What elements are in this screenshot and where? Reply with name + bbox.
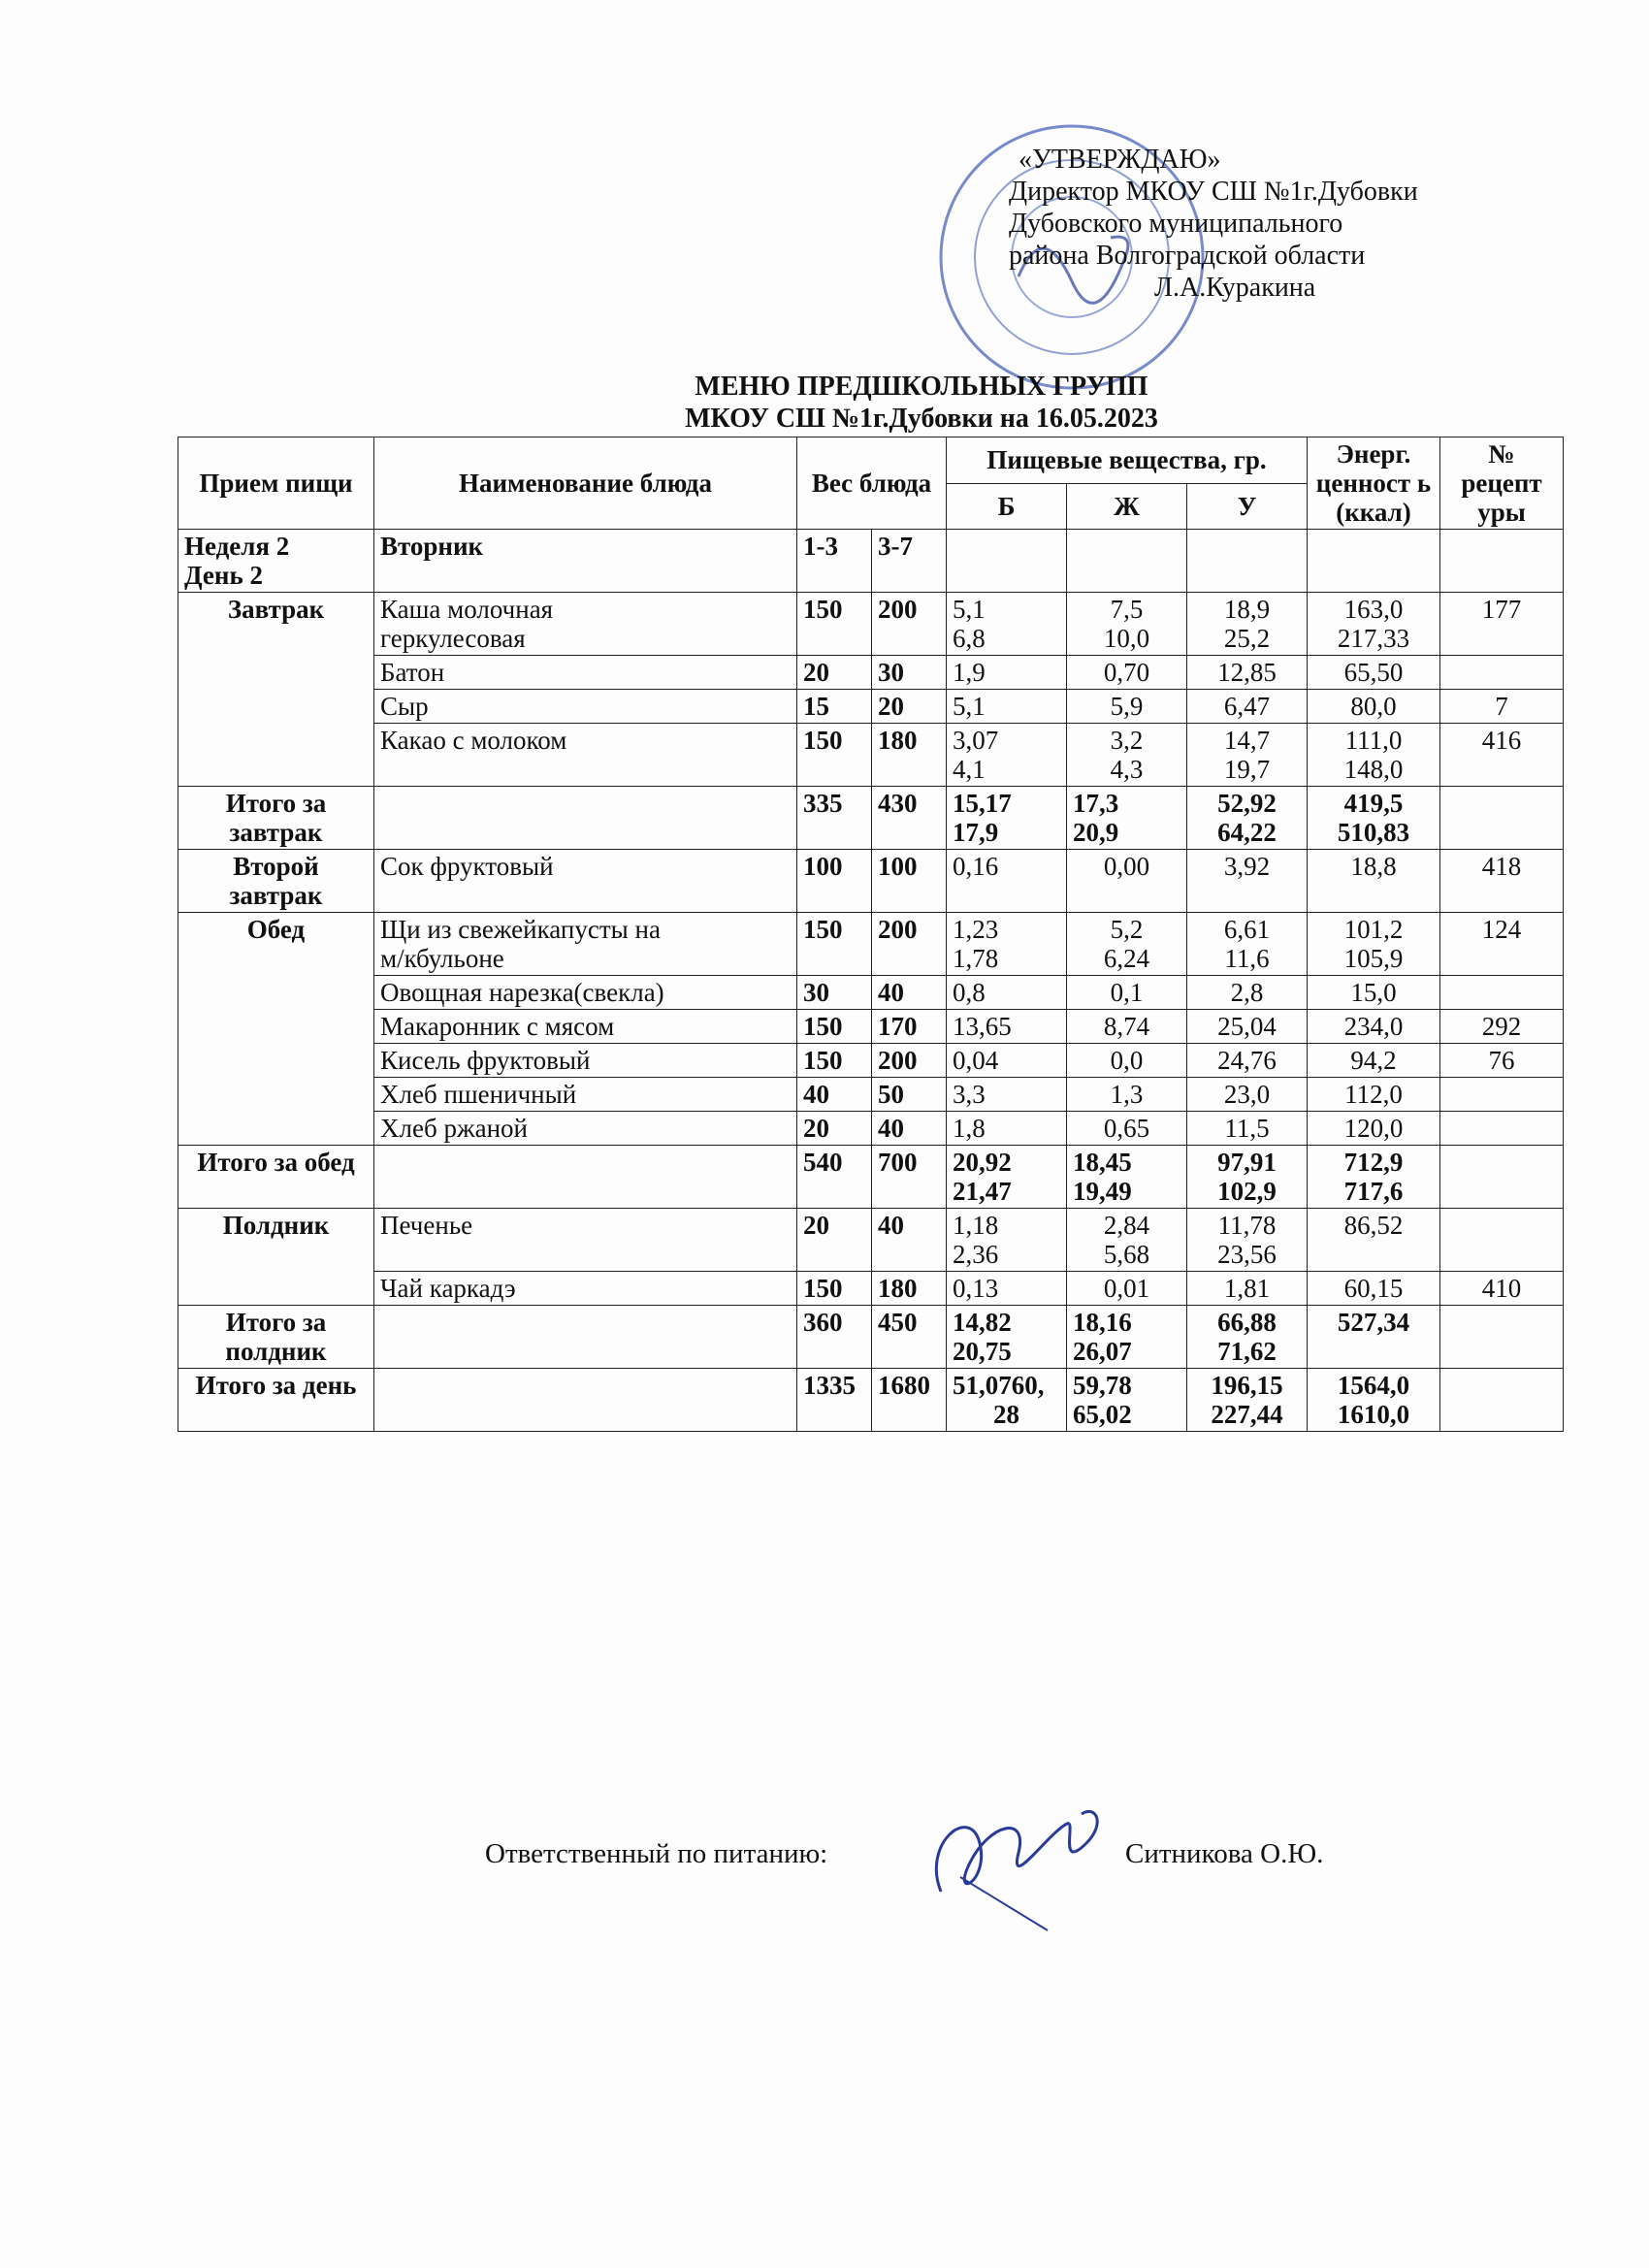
meal-breakfast: Завтрак (178, 593, 374, 787)
signature-icon (912, 1785, 1145, 1940)
approval-title: «УТВЕРЖДАЮ» (1018, 145, 1221, 175)
dish-name: Щи из свежейкапусты на м/кбульоне (374, 913, 797, 976)
table-row: Второй завтрак Сок фруктовый 100 100 0,16 0,00 3,92 18,8 418 (178, 850, 1564, 913)
col-weight: Вес блюда (797, 437, 947, 530)
col-meal: Прием пищи (178, 437, 374, 530)
dish-name: Сыр (374, 690, 797, 724)
total-row-lunch: Итого за обед 540 700 20,92 21,47 18,45 19,49 97,91 102,9 712,9 717,6 (178, 1146, 1564, 1209)
table-row: Сыр 15 20 5,1 5,9 6,47 80,0 7 (178, 690, 1564, 724)
dish-name: Какао с молоком (374, 724, 797, 787)
dish-name: Чай каркадэ (374, 1272, 797, 1306)
table-row: Овощная нарезка(свекла) 30 40 0,8 0,1 2,8 15,0 (178, 976, 1564, 1010)
dish-name: Кисель фруктовый (374, 1044, 797, 1078)
total-label: Итого за завтрак (178, 787, 374, 850)
total-row-day: Итого за день 1335 1680 51,0760, 28 59,78 65,02 196,15 227,44 1564,0 1610,0 (178, 1369, 1564, 1432)
total-label: Итого за полдник (178, 1306, 374, 1369)
dish-name: Овощная нарезка(свекла) (374, 976, 797, 1010)
page-subtitle: МКОУ СШ №1г.Дубовки на 16.05.2023 (685, 404, 1158, 434)
approval-block (1009, 144, 1552, 304)
table-row: Какао с молоком 150 180 3,07 4,1 3,2 4,3 14,7 19,7 111,0 148,0 416 (178, 724, 1564, 787)
age-group-1: 1-3 (797, 530, 872, 593)
approval-line-1: Директор МКОУ СШ №1г.Дубовки (1009, 177, 1418, 207)
approval-name: Л.А.Куракина (1154, 273, 1316, 303)
dish-name: Сок фруктовый (374, 850, 797, 913)
col-recipe: № рецепт уры (1440, 437, 1564, 530)
meal-second-breakfast: Второй завтрак (178, 850, 374, 913)
week-row (178, 530, 1564, 593)
responsible-name: Ситникова О.Ю. (1125, 1838, 1324, 1869)
dish-name: Каша молочная геркулесовая (374, 593, 797, 656)
meal-snack: Полдник (178, 1209, 374, 1306)
table-row: Чай каркадэ 150 180 0,13 0,01 1,81 60,15 410 (178, 1272, 1564, 1306)
col-u: У (1187, 483, 1308, 530)
dish-name: Макаронник с мясом (374, 1010, 797, 1044)
table-row: Хлеб пшеничный 40 50 3,3 1,3 23,0 112,0 (178, 1078, 1564, 1112)
meal-lunch: Обед (178, 913, 374, 1146)
table-row: Кисель фруктовый 150 200 0,04 0,0 24,76 94,2 76 (178, 1044, 1564, 1078)
header-row (178, 437, 1564, 484)
col-nutrients: Пищевые вещества, гр. (947, 437, 1308, 484)
table-row: Макаронник с мясом 150 170 13,65 8,74 25,04 234,0 292 (178, 1010, 1564, 1044)
col-b: Б (947, 483, 1067, 530)
dish-name: Хлеб ржаной (374, 1112, 797, 1146)
week-day-cell: Неделя 2 День 2 (178, 530, 374, 593)
col-dish: Наименование блюда (374, 437, 797, 530)
total-label: Итого за день (178, 1369, 374, 1432)
table-row: Хлеб ржаной 20 40 1,8 0,65 11,5 120,0 (178, 1112, 1564, 1146)
total-row-snack: Итого за полдник 360 450 14,82 20,75 18,16 26,07 66,88 71,62 527,34 (178, 1306, 1564, 1369)
page-title: МЕНЮ ПРЕДШКОЛЬНЫХ ГРУПП (695, 372, 1148, 402)
weekday-cell: Вторник (374, 530, 797, 593)
menu-table (178, 437, 1564, 1432)
dish-name: Хлеб пшеничный (374, 1078, 797, 1112)
dish-name: Печенье (374, 1209, 797, 1272)
table-row: Батон 20 30 1,9 0,70 12,85 65,50 (178, 656, 1564, 690)
responsible-label: Ответственный по питанию: (485, 1838, 828, 1869)
table-row: Завтрак Каша молочная геркулесовая 150 200 5,1 6,8 7,5 10,0 18,9 25,2 163,0 217,33 177 (178, 593, 1564, 656)
total-label: Итого за обед (178, 1146, 374, 1209)
age-group-2: 3-7 (872, 530, 947, 593)
dish-name: Батон (374, 656, 797, 690)
approval-line-3: района Волгоградской области (1009, 241, 1366, 271)
approval-line-2: Дубовского муниципального (1009, 209, 1343, 239)
col-zh: Ж (1067, 483, 1187, 530)
table-row: Обед Щи из свежейкапусты на м/кбульоне 150 200 1,23 1,78 5,2 6,24 6,61 11,6 101,2 105,9 124 (178, 913, 1564, 976)
total-row-breakfast: Итого за завтрак 335 430 15,17 17,9 17,3 20,9 52,92 64,22 419,5 510,83 (178, 787, 1564, 850)
col-energy: Энерг. ценност ь (ккал) (1308, 437, 1440, 530)
table-row: Полдник Печенье 20 40 1,18 2,36 2,84 5,68 11,78 23,56 86,52 (178, 1209, 1564, 1272)
